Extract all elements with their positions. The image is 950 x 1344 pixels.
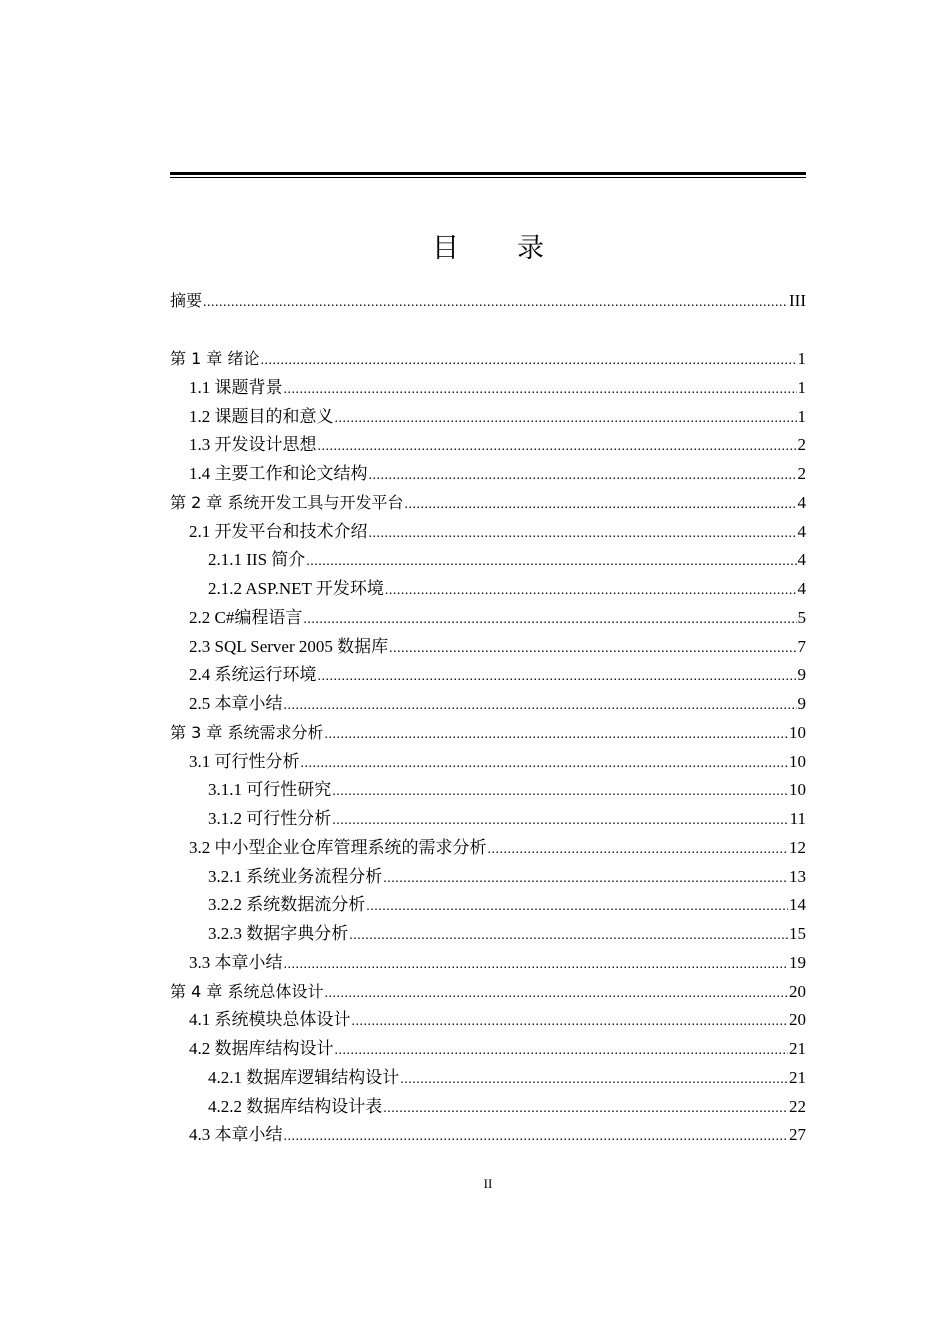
toc-entry-label: 2.1.2 ASP.NET 开发环境: [208, 579, 384, 598]
toc-entry-label: 4.2.2 数据库结构设计表: [208, 1096, 383, 1116]
toc-entry-page-number: 1: [797, 349, 806, 368]
toc-entry-label: 第 2 章 系统开发工具与开发平台: [170, 492, 404, 512]
toc-entry[interactable]: [189, 1123, 806, 1147]
toc-dot-leader: [488, 838, 789, 862]
header-double-rule: [170, 172, 806, 179]
toc-entry[interactable]: [189, 951, 806, 975]
toc-entry-page-number: 4: [797, 521, 806, 541]
toc-entry[interactable]: [189, 750, 806, 774]
toc-entry-label: 1.3 开发设计思想: [189, 435, 317, 455]
toc-entry-label: 2.1 开发平台和技术介绍: [189, 521, 368, 541]
toc-entry-label: 4.2.1 数据库逻辑结构设计: [208, 1067, 400, 1087]
toc-entry-page-number: 9: [797, 694, 806, 713]
toc-entry[interactable]: [189, 462, 806, 486]
page-number-footer: II: [483, 1176, 493, 1191]
toc-entry-label: 2.4 系统运行环境: [189, 665, 317, 685]
toc-entry[interactable]: [208, 577, 806, 601]
toc-entry[interactable]: [189, 606, 806, 630]
toc-entry-page-number: 9: [797, 665, 806, 685]
toc-entry[interactable]: [208, 807, 806, 831]
toc-entry-page-number: 14: [789, 895, 806, 915]
toc-entry[interactable]: [189, 663, 806, 687]
toc-entry-label: 3.2.2 系统数据流分析: [208, 895, 366, 915]
toc-entry-page-number: 2: [797, 435, 806, 455]
toc-entry[interactable]: [189, 433, 806, 457]
toc-entry-page-number: 15: [789, 924, 806, 943]
toc-entry[interactable]: [189, 692, 806, 716]
toc-entry-label: 4.1 系统模块总体设计: [189, 1010, 351, 1030]
toc-dot-leader: [383, 867, 788, 891]
toc-entry[interactable]: [170, 347, 806, 371]
toc-entry-label: 1.4 主要工作和论文结构: [189, 464, 368, 483]
toc-entry[interactable]: [189, 1037, 806, 1061]
toc-entry-label: 第 3 章 系统需求分析: [170, 722, 324, 742]
toc-dot-leader: [318, 665, 797, 689]
toc-dot-leader: [332, 780, 788, 804]
toc-entry[interactable]: [170, 289, 806, 313]
toc-entry[interactable]: [189, 376, 806, 400]
toc-dot-leader: [369, 464, 797, 488]
toc-dot-leader: [400, 1068, 788, 1092]
toc-entry-label: 第 1 章 绪论: [170, 349, 260, 368]
toc-entry[interactable]: [189, 1008, 806, 1032]
toc-dot-leader: [324, 982, 788, 1006]
toc-entry-label: 3.3 本章小结: [189, 952, 283, 972]
page-title: 目录: [432, 233, 602, 264]
toc-entry-page-number: 4: [797, 550, 806, 570]
toc-dot-leader: [284, 953, 789, 977]
toc-entry-label: 3.2.1 系统业务流程分析: [208, 866, 383, 886]
toc-dot-leader: [335, 407, 797, 431]
toc-entry-page-number: 11: [789, 809, 806, 828]
toc-entry-label: 1.1 课题背景: [189, 377, 283, 397]
toc-entry[interactable]: [170, 491, 806, 515]
toc-entry-page-number: 1: [797, 406, 806, 426]
toc-dot-leader: [366, 895, 788, 919]
toc-dot-leader: [404, 493, 796, 517]
toc-entry-page-number: III: [789, 291, 806, 310]
toc-dot-leader: [203, 291, 788, 315]
toc-entry-label: 3.1.1 可行性研究: [208, 780, 332, 800]
toc-entry-label: 2.3 SQL Server 2005 数据库: [189, 636, 389, 656]
toc-dot-leader: [389, 637, 796, 661]
toc-entry[interactable]: [208, 893, 806, 917]
toc-entry-page-number: 5: [797, 607, 806, 627]
toc-entry-page-number: 27: [789, 1125, 806, 1145]
toc-entry[interactable]: [208, 922, 806, 946]
toc-entry-page-number: 19: [789, 952, 806, 972]
toc-entry[interactable]: [208, 1066, 806, 1090]
toc-entry[interactable]: [189, 836, 806, 860]
toc-entry-page-number: 12: [789, 837, 806, 857]
toc-dot-leader: [349, 924, 788, 948]
toc-entry-page-number: 13: [789, 866, 806, 886]
toc-dot-leader: [260, 349, 796, 373]
toc-entry[interactable]: [170, 980, 806, 1004]
toc-entry[interactable]: [189, 405, 806, 429]
toc-dot-leader: [284, 1125, 789, 1149]
toc-entry[interactable]: [208, 1095, 806, 1119]
toc-dot-leader: [369, 522, 797, 546]
toc-entry[interactable]: [208, 548, 806, 572]
toc-entry-label: 4.3 本章小结: [189, 1125, 283, 1145]
toc-entry[interactable]: [208, 865, 806, 889]
toc-entry-page-number: 1: [797, 377, 806, 397]
toc-entry[interactable]: [189, 520, 806, 544]
toc-dot-leader: [284, 694, 797, 718]
toc-dot-leader: [306, 550, 796, 574]
toc-entry-label: 3.2.3 数据字典分析: [208, 924, 349, 943]
toc-dot-leader: [332, 809, 788, 833]
toc-entry-page-number: 21: [789, 1039, 806, 1058]
toc-entry-page-number: 4: [797, 579, 806, 598]
toc-entry-label: 3.1 可行性分析: [189, 751, 300, 771]
toc-entry[interactable]: [208, 778, 806, 802]
toc-entry[interactable]: [170, 721, 806, 745]
toc-dot-leader: [352, 1010, 789, 1034]
toc-entry-page-number: 21: [789, 1067, 806, 1087]
toc-entry-page-number: 22: [789, 1096, 806, 1116]
toc-entry[interactable]: [189, 635, 806, 659]
toc-entry-page-number: 4: [797, 492, 806, 512]
toc-entry-label: 2.1.1 IIS 简介: [208, 550, 306, 570]
toc-dot-leader: [284, 378, 797, 402]
toc-entry-label: 1.2 课题目的和意义: [189, 406, 334, 426]
toc-entry-label: 2.5 本章小结: [189, 694, 283, 713]
toc-dot-leader: [303, 608, 796, 632]
toc-entry-label: 第 4 章 系统总体设计: [170, 981, 324, 1001]
toc-dot-leader: [383, 1097, 788, 1121]
toc-dot-leader: [301, 752, 789, 776]
toc-dot-leader: [335, 1039, 789, 1063]
toc-entry-page-number: 2: [797, 464, 806, 483]
toc-entry-page-number: 20: [789, 981, 806, 1001]
toc-entry-label: 摘要: [170, 291, 203, 310]
toc-entry-page-number: 20: [789, 1010, 806, 1030]
toc-entry-label: 3.2 中小型企业仓库管理系统的需求分析: [189, 837, 487, 857]
toc-entry-page-number: 10: [789, 780, 806, 800]
toc-dot-leader: [385, 579, 797, 603]
header-rule-thin: [170, 177, 806, 178]
toc-entry-label: 3.1.2 可行性分析: [208, 809, 332, 828]
header-rule-thick: [170, 172, 806, 175]
toc-entry-label: 2.2 C#编程语言: [189, 607, 303, 627]
toc-dot-leader: [324, 723, 788, 747]
toc-dot-leader: [318, 435, 797, 459]
toc-entry-page-number: 10: [789, 751, 806, 771]
toc-entry-page-number: 10: [789, 722, 806, 742]
toc-entry-label: 4.2 数据库结构设计: [189, 1039, 334, 1058]
toc-entry-page-number: 7: [797, 636, 806, 656]
